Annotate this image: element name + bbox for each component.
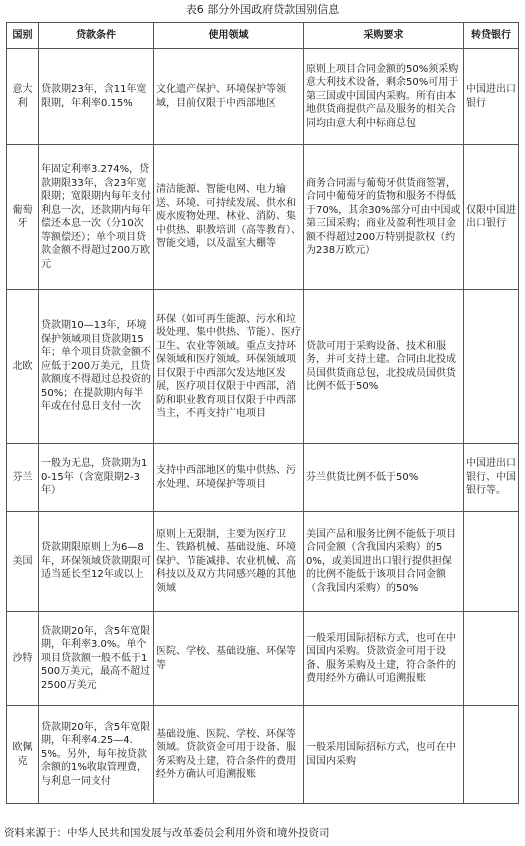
terms-cell: 贷款期20年，含5年宽限期，年利率4.25—4.5%。另外，每年按贷款余额的1%收取管理费，与利息一同支付 [39, 706, 154, 804]
procurement-cell: 商务合同需与葡萄牙供货商签署，合同中葡萄牙的货物和服务不得低于70%，其余30%部分可由中国或第三国采购；商业及盈利性项目金额不得超过200万特别提款权（约为238万欧元） [304, 145, 464, 290]
header-country: 国别 [7, 23, 39, 49]
procurement-cell: 一般采用国际招标方式，也可在中国国内采购。贷款资金可用于设备、服务采购及土建，符合条件的费用经外方确认可追溯报账 [304, 612, 464, 706]
procurement-cell: 贷款可用于采购设备、技术和服务，并可支持土建。合同由北投成员国供货商总包，北投成员国供货比例不低于50% [304, 290, 464, 444]
terms-cell: 年固定利率3.274%，贷款期限33年，含23年宽限期；宽限期内每年支付利息一次，还款期内每年偿还本息一次（分10次等额偿还）；单个项目贷款金额不得超过200万欧元 [39, 145, 154, 290]
table-header-row [7, 23, 519, 49]
table-row [7, 512, 519, 612]
bank-cell [464, 612, 519, 706]
header-lending-bank: 转贷银行 [464, 23, 519, 49]
source-note: 资料来源于：中华人民共和国发展与改革委员会利用外资和境外投资司 [4, 827, 330, 839]
usage-cell: 支持中西部地区的集中供热、污水处理、环境保护等项目 [154, 444, 304, 512]
table-row [7, 145, 519, 290]
header-procurement: 采购要求 [304, 23, 464, 49]
country-cell: 北欧 [7, 290, 39, 444]
terms-cell: 贷款期限原则上为6—8年，环保领域贷款期限可适当延长至12年或以上 [39, 512, 154, 612]
table-caption: 表6 部分外国政府贷款国别信息 [185, 3, 340, 16]
terms-cell: 贷款期23年，含11年宽限期，年利率0.15% [39, 49, 154, 145]
usage-cell: 文化遗产保护、环境保护等领域，目前仅限于中西部地区 [154, 49, 304, 145]
bank-cell: 中国进出口银行、中国银行等。 [464, 444, 519, 512]
table-row [7, 612, 519, 706]
loan-info-table [6, 22, 519, 804]
table-row [7, 49, 519, 145]
country-cell: 欧佩克 [7, 706, 39, 804]
terms-cell: 贷款期20年，含5年宽限期，年利率3.0%。单个项目贷款额一般不低于1500万美元，最高不超过2500万美元 [39, 612, 154, 706]
table-row [7, 706, 519, 804]
bank-cell: 仅限中国进出口银行 [464, 145, 519, 290]
country-cell: 沙特 [7, 612, 39, 706]
country-cell: 芬兰 [7, 444, 39, 512]
country-cell: 美国 [7, 512, 39, 612]
usage-cell: 基础设施、医院、学校、环保等领域。贷款资金可用于设备、服务采购及土建，符合条件的费用经外方确认可追溯报账 [154, 706, 304, 804]
bank-cell [464, 706, 519, 804]
country-cell: 葡萄牙 [7, 145, 39, 290]
bank-cell: 中国进出口银行 [464, 49, 519, 145]
bank-cell [464, 290, 519, 444]
table-row [7, 444, 519, 512]
procurement-cell: 原则上项目合同金额的50%须采购意大利技术设备，剩余50%可用于第三国或中国国内采购。所有由本地供货商提供产品及服务的相关合同均由意大利中标商总包 [304, 49, 464, 145]
usage-cell: 清洁能源、智能电网、电力输送、环境、可持续发展、供水和废水废物处理、林业、消防、集中供热、职教培训（高等教育）、智能交通，以及温室大棚等 [154, 145, 304, 290]
table-row [7, 290, 519, 444]
usage-cell: 原则上无限制，主要为医疗卫生、铁路机械、基础设施、环境保护、节能减排、农业机械、高科技以及双方共同感兴趣的其他领域 [154, 512, 304, 612]
bank-cell [464, 512, 519, 612]
terms-cell: 一般为无息，贷款期为10-15年（含宽限期2-3年） [39, 444, 154, 512]
procurement-cell: 芬兰供货比例不低于50% [304, 444, 464, 512]
country-cell: 意大利 [7, 49, 39, 145]
usage-cell: 环保（如可再生能源、污水和垃圾处理、集中供热、节能）、医疗卫生、农业等领域。重点支持环保领域和医疗领域。环保领域项目仅限于中西部欠发达地区发展，医疗项目仅限于中西部，消防和职业教育项目仅限于中西部当主，不再支持广电项目 [154, 290, 304, 444]
usage-cell: 医院、学校、基础设施、环保等等 [154, 612, 304, 706]
header-usage: 使用领域 [154, 23, 304, 49]
procurement-cell: 美国产品和服务比例不能低于项目合同金额（含我国内采购）的50%，或美国进出口银行提供担保的比例不能低于该项目合同金额（含我国内采购）的50% [304, 512, 464, 612]
procurement-cell: 一般采用国际招标方式，也可在中国国内采购 [304, 706, 464, 804]
terms-cell: 贷款期10—13年，环境保护领域项目贷款期15年；单个项目贷款金额不应低于200万美元，且贷款额度不得超过总投资的50%；在提款期内每半年或在付息日支付一次 [39, 290, 154, 444]
header-terms: 贷款条件 [39, 23, 154, 49]
